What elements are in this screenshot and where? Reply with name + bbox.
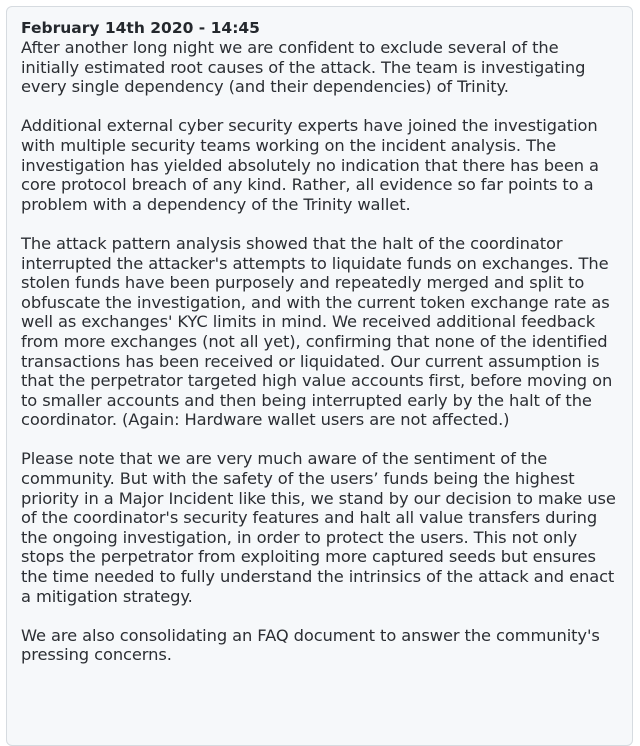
incident-update-card (6, 6, 633, 746)
update-timestamp-heading: February 14th 2020 - 14:45 (21, 19, 260, 37)
paragraph-attack-pattern: The attack pattern analysis showed that the halt of the coordinator interrupted the attacker's attempts to liquidate funds on exchanges. The stolen funds have been purposely and repeatedly merged and split to obfuscate the investigation, and with the current token exchange rate as well as exchanges' KYC limits in mind. We received additional feedback from more exchanges (not all yet), confirming that none of the identified transactions has been received or liquidated. Our current assumption is that the perpetrator targeted high value accounts first, before moving on to smaller accounts and then being interrupted early by the halt of the coordinator. (Again: Hardware wallet users are not affected.) (21, 233, 613, 430)
paragraph-faq: We are also consolidating an FAQ document to answer the community's pressing concerns. (21, 625, 600, 665)
paragraph-root-causes: After another long night we are confident to exclude several of the initially estimated root causes of the attack. The team is investigating every single dependency (and their dependencies) of Trinity. (21, 38, 586, 97)
paragraph-security-experts: Additional external cyber security experts have joined the investigation with multiple security teams working on the incident analysis. The investigation has yielded absolutely no indication that there has been a core protocol breach of any kind. Rather, all evidence so far points to a problem with a dependency of the Trinity wallet. (21, 116, 599, 214)
paragraph-community-sentiment: Please note that we are very much aware of the sentiment of the community. But with the safety of the users’ funds being the highest priority in a Major Incident like this, we stand by our decision to make use of the coordinator's security features and halt all value transfers during the ongoing investigation, in order to protect the users. This not only stops the perpetrator from exploiting more captured seeds but ensures the time needed to fully understand the intrinsics of the attack and enact a mitigation strategy. (21, 449, 616, 606)
